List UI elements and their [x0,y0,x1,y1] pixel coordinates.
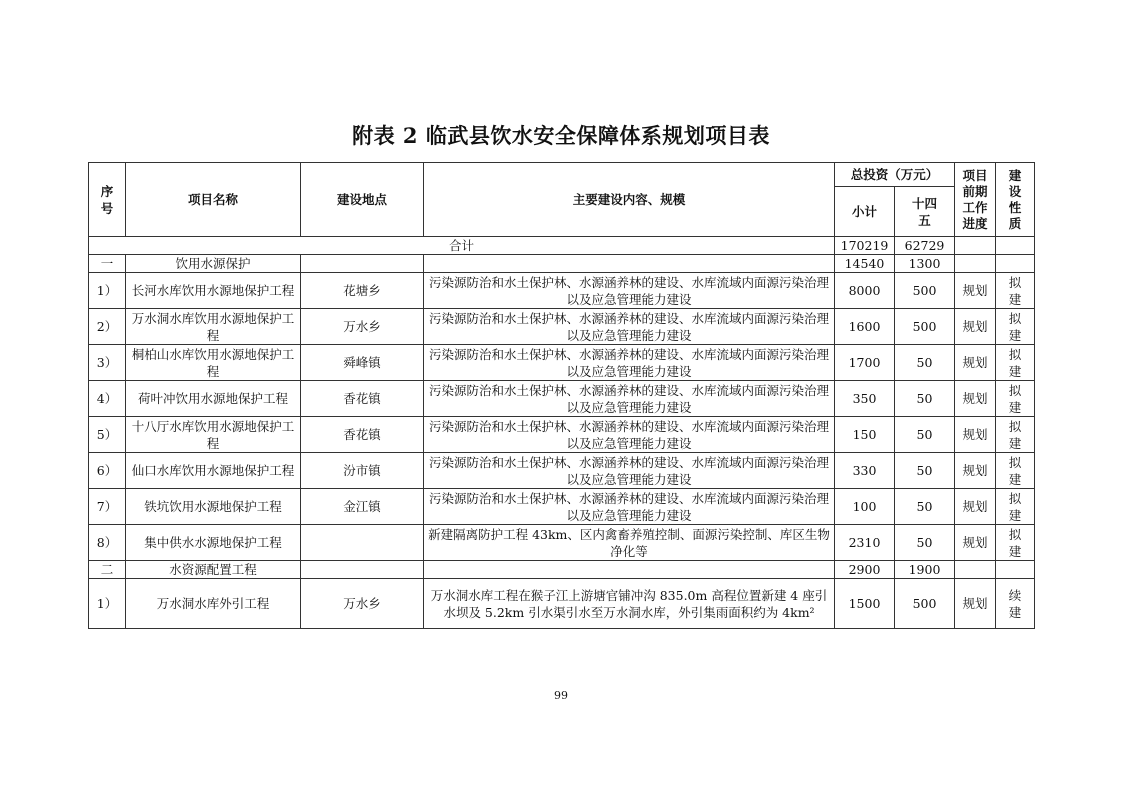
row-fyp14: 50 [895,381,955,417]
row-seq: 8） [89,525,126,561]
row-content: 污染源防治和水土保护林、水源涵养林的建设、水库流域内面源污染治理以及应急管理能力建设 [424,381,835,417]
table-row [89,381,1035,417]
total-label: 合计 [89,237,835,255]
section-location [301,561,424,579]
row-content: 污染源防治和水土保护林、水源涵养林的建设、水库流域内面源污染治理以及应急管理能力建设 [424,309,835,345]
row-name: 荷叶冲饮用水源地保护工程 [126,381,301,417]
section-seq: 一 [89,255,126,273]
row-progress: 规划 [955,525,996,561]
row-nature: 拟建 [996,345,1035,381]
row-nature: 拟建 [996,489,1035,525]
row-progress: 规划 [955,273,996,309]
row-content: 污染源防治和水土保护林、水源涵养林的建设、水库流域内面源污染治理以及应急管理能力建设 [424,489,835,525]
row-subtotal: 330 [835,453,895,489]
section-content [424,561,835,579]
row-name: 铁坑饮用水源地保护工程 [126,489,301,525]
row-subtotal: 100 [835,489,895,525]
row-subtotal: 8000 [835,273,895,309]
header-seq: 序 号 [89,163,126,237]
row-seq: 6） [89,453,126,489]
project-table [88,162,1035,629]
section-fyp14: 1900 [895,561,955,579]
row-location: 金江镇 [301,489,424,525]
row-location: 香花镇 [301,381,424,417]
row-fyp14: 50 [895,489,955,525]
row-progress: 规划 [955,489,996,525]
page-title: 附表 2 临武县饮水安全保障体系规划项目表 [352,123,770,148]
row-seq: 5） [89,417,126,453]
table-row [89,489,1035,525]
section-seq: 二 [89,561,126,579]
row-name: 仙口水库饮用水源地保护工程 [126,453,301,489]
row-location [301,525,424,561]
row-name: 万水洞水库饮用水源地保护工程 [126,309,301,345]
section-subtotal: 2900 [835,561,895,579]
section-nature [996,255,1035,273]
section-fyp14: 1300 [895,255,955,273]
row-name: 桐柏山水库饮用水源地保护工程 [126,345,301,381]
header-nature: 建 设 性 质 [996,163,1035,237]
row-fyp14: 500 [895,579,955,629]
header-subtotal: 小计 [835,187,895,237]
row-name: 万水洞水库外引工程 [126,579,301,629]
row-fyp14: 50 [895,417,955,453]
row-content: 万水洞水库工程在猴子江上游塘官铺冲沟 835.0m 高程位置新建 4 座引水坝及 5.2km 引水渠引水至万水洞水库，外引集雨面积约为 4km² [424,579,835,629]
row-nature: 拟建 [996,381,1035,417]
row-fyp14: 500 [895,273,955,309]
row-nature: 拟建 [996,309,1035,345]
table-row [89,453,1035,489]
row-location: 万水乡 [301,309,424,345]
row-subtotal: 350 [835,381,895,417]
section-row [89,255,1035,273]
total-subtotal: 170219 [835,237,895,255]
row-progress: 规划 [955,345,996,381]
row-subtotal: 2310 [835,525,895,561]
row-name: 集中供水水源地保护工程 [126,525,301,561]
row-location: 香花镇 [301,417,424,453]
row-content: 新建隔离防护工程 43km、区内禽畜养殖控制、面源污染控制、库区生物净化等 [424,525,835,561]
row-subtotal: 150 [835,417,895,453]
section-content [424,255,835,273]
row-nature: 拟建 [996,417,1035,453]
header-location: 建设地点 [301,163,424,237]
row-content: 污染源防治和水土保护林、水源涵养林的建设、水库流域内面源污染治理以及应急管理能力建设 [424,345,835,381]
row-progress: 规划 [955,417,996,453]
row-seq: 1） [89,273,126,309]
page-number: 99 [554,689,568,702]
row-name: 十八厅水库饮用水源地保护工程 [126,417,301,453]
row-nature: 拟建 [996,525,1035,561]
table-row [89,309,1035,345]
row-location: 花塘乡 [301,273,424,309]
table-row [89,579,1035,629]
row-subtotal: 1700 [835,345,895,381]
header-progress: 项目 前期 工作 进度 [955,163,996,237]
row-nature: 拟建 [996,453,1035,489]
row-content: 污染源防治和水土保护林、水源涵养林的建设、水库流域内面源污染治理以及应急管理能力建设 [424,417,835,453]
row-subtotal: 1500 [835,579,895,629]
header-fyp14: 十四 五 [895,187,955,237]
header-name: 项目名称 [126,163,301,237]
section-subtotal: 14540 [835,255,895,273]
row-name: 长河水库饮用水源地保护工程 [126,273,301,309]
row-fyp14: 50 [895,525,955,561]
row-location: 舜峰镇 [301,345,424,381]
section-name: 饮用水源保护 [126,255,301,273]
header-content: 主要建设内容、规模 [424,163,835,237]
section-location [301,255,424,273]
row-seq: 3） [89,345,126,381]
section-progress [955,255,996,273]
table-row [89,273,1035,309]
total-row [89,237,1035,255]
table-row [89,525,1035,561]
header-invest: 总投资（万元） [835,163,955,187]
row-fyp14: 50 [895,345,955,381]
row-progress: 规划 [955,453,996,489]
total-fyp14: 62729 [895,237,955,255]
row-location: 万水乡 [301,579,424,629]
row-subtotal: 1600 [835,309,895,345]
row-progress: 规划 [955,381,996,417]
row-content: 污染源防治和水土保护林、水源涵养林的建设、水库流域内面源污染治理以及应急管理能力建设 [424,453,835,489]
row-seq: 2） [89,309,126,345]
row-nature: 拟建 [996,273,1035,309]
row-location: 汾市镇 [301,453,424,489]
section-nature [996,561,1035,579]
table-row [89,345,1035,381]
section-progress [955,561,996,579]
section-row [89,561,1035,579]
row-nature: 续建 [996,579,1035,629]
section-name: 水资源配置工程 [126,561,301,579]
row-fyp14: 500 [895,309,955,345]
row-content: 污染源防治和水土保护林、水源涵养林的建设、水库流域内面源污染治理以及应急管理能力建设 [424,273,835,309]
table-row [89,417,1035,453]
row-progress: 规划 [955,579,996,629]
row-seq: 4） [89,381,126,417]
row-seq: 7） [89,489,126,525]
row-fyp14: 50 [895,453,955,489]
row-seq: 1） [89,579,126,629]
row-progress: 规划 [955,309,996,345]
